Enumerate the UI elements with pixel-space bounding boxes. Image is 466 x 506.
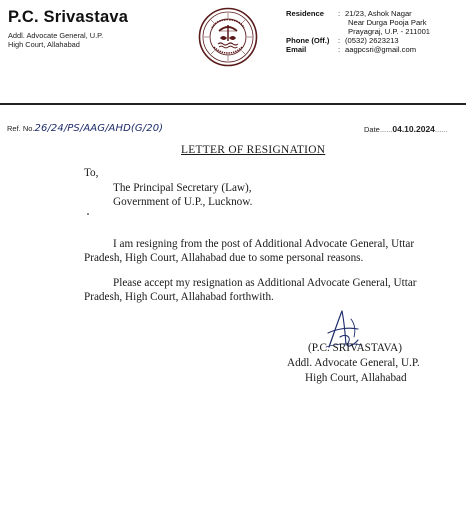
letterhead-court: High Court, Allahabad xyxy=(8,40,80,49)
signatory-designation: Addl. Advocate General, U.P. xyxy=(287,357,420,369)
uttar-pradesh-emblem-icon xyxy=(198,7,258,67)
signatory-court: High Court, Allahabad xyxy=(305,372,407,384)
paragraph-1-line-2: Pradesh, High Court, Allahabad due to some personal reasons. xyxy=(84,252,364,264)
reference-number xyxy=(7,123,163,134)
recipient-line-1: The Principal Secretary (Law), xyxy=(113,182,252,194)
letterhead-divider xyxy=(0,103,466,105)
phone-label: Phone (Off.) xyxy=(286,36,330,45)
salutation: To, xyxy=(84,167,99,179)
letterhead-designation: Addl. Advocate General, U.P. xyxy=(8,31,104,40)
paragraph-2-line-1: Please accept my resignation as Additional Advocate General, Uttar xyxy=(113,277,417,289)
letter-page: P.C. Srivastava Addl. Advocate General, U.P. High Court, Allahabad Residence : 21/23, Ashok Nagar Near Durga Pooja Park Prayagraj, U.P. - 211001 Phone (Off.) : (0532) 2623213 Email : aagpcsri@gmail.com Ref. No.26/24/PS/AAG/AHD(G/20) Date......04.10.2024...... LETTER OF RESIGNATION To, The Principal Secretary (Law), Government of U.P., Lucknow. I am resigning from the post of Additional Advocate General, Uttar Pradesh, High Court, Allahabad due to some personal reasons. Please accept my resignation as Additional Advocate General, Uttar Pradesh, High Court, Allahabad forthwith. (P.C. SRIVASTAVA) Addl. Advocate General, U.P. High Court, Allahabad xyxy=(0,0,466,506)
residence-line-1: 21/23, Ashok Nagar xyxy=(345,9,412,18)
reference-handwritten: 26/24/PS/AAG/AHD(G/20) xyxy=(34,123,164,134)
letter-title: LETTER OF RESIGNATION xyxy=(181,144,326,156)
residence-label: Residence xyxy=(286,9,324,18)
date-line: Date......04.10.2024...... xyxy=(364,124,448,134)
recipient-line-2: Government of U.P., Lucknow. xyxy=(113,196,253,208)
email-label: Email xyxy=(286,45,307,54)
reference-prefix: Ref. No. xyxy=(7,124,35,133)
signatory-name: (P.C. SRIVASTAVA) xyxy=(308,342,402,354)
phone-value: (0532) 2623213 xyxy=(345,36,399,45)
residence-line-2: Near Durga Pooja Park xyxy=(348,18,427,27)
residence-line-3: Prayagraj, U.P. - 211001 xyxy=(348,27,431,36)
date-value: 04.10.2024 xyxy=(392,124,435,134)
paragraph-2-line-2: Pradesh, High Court, Allahabad forthwith. xyxy=(84,291,274,303)
paragraph-1-line-1: I am resigning from the post of Additional Advocate General, Uttar xyxy=(113,238,415,250)
letterhead-name: P.C. Srivastava xyxy=(8,8,129,26)
email-value: aagpcsri@gmail.com xyxy=(345,45,417,54)
date-prefix: Date xyxy=(364,125,380,134)
